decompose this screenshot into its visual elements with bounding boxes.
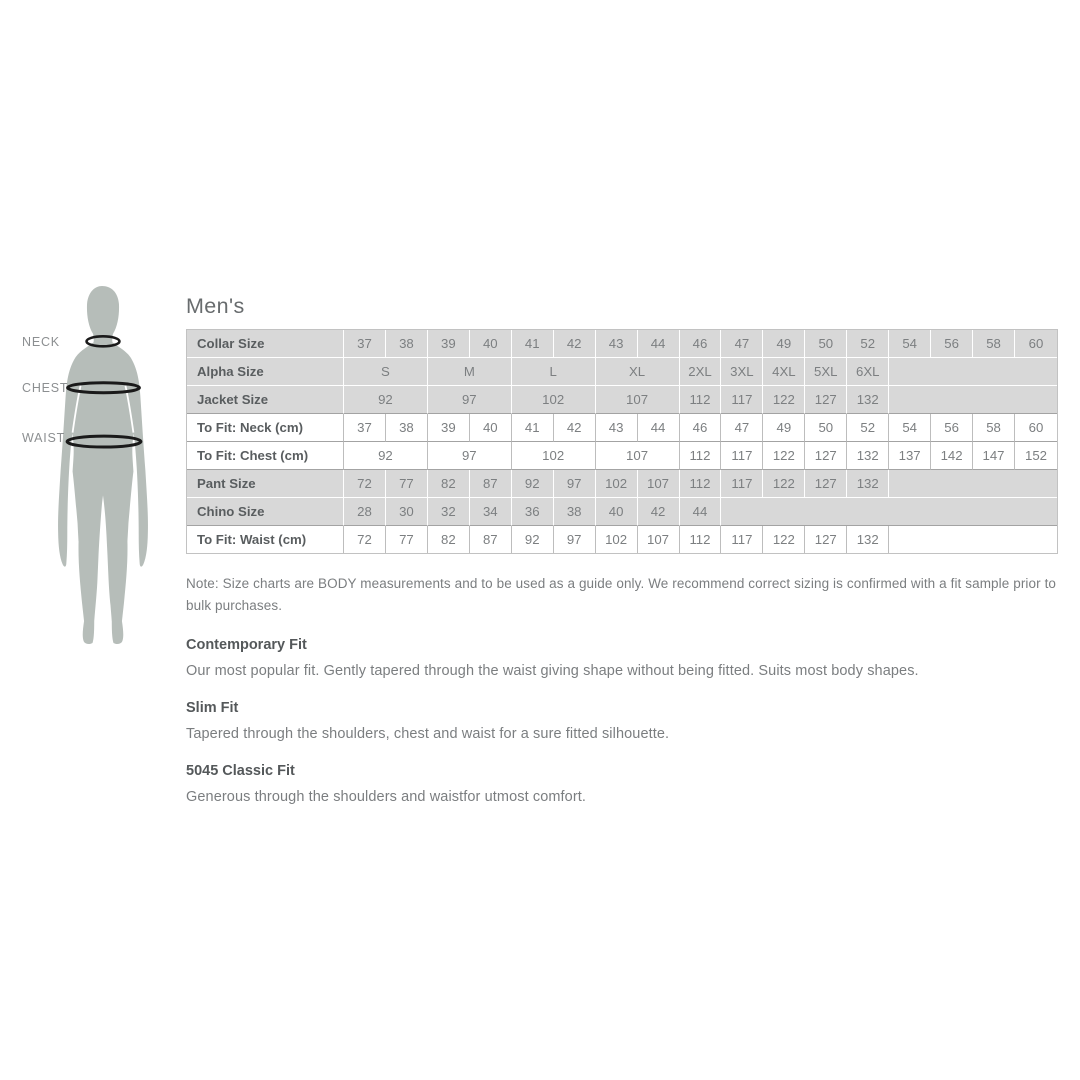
size-value-cell: 112 — [680, 386, 722, 414]
size-value-cell: 38 — [554, 498, 596, 526]
size-value-cell: 46 — [680, 330, 722, 358]
size-value-cell: 107 — [596, 442, 680, 470]
size-value-cell: 3XL — [721, 358, 763, 386]
row-label-cell: Collar Size — [187, 330, 344, 358]
size-value-cell: 4XL — [763, 358, 805, 386]
row-label-cell: To Fit: Neck (cm) — [187, 414, 344, 442]
size-value-cell: 102 — [596, 470, 638, 498]
male-silhouette-illustration — [53, 284, 153, 648]
size-value-cell: 5XL — [805, 358, 847, 386]
size-value-cell: 77 — [386, 526, 428, 553]
size-value-cell: 52 — [847, 330, 889, 358]
size-value-cell: 147 — [973, 442, 1015, 470]
size-value-cell: 127 — [805, 470, 847, 498]
size-value-cell: 49 — [763, 414, 805, 442]
table-row — [187, 414, 1057, 442]
size-value-cell: M — [428, 358, 512, 386]
size-value-cell: 82 — [428, 526, 470, 553]
size-value-cell: 37 — [344, 330, 386, 358]
size-value-cell: 6XL — [847, 358, 889, 386]
size-guide-content — [186, 294, 1058, 805]
size-value-cell: 122 — [763, 442, 805, 470]
size-value-cell: 92 — [512, 526, 554, 553]
size-value-cell: 117 — [721, 386, 763, 414]
size-value-cell: 137 — [889, 442, 931, 470]
table-row — [187, 386, 1057, 414]
size-value-cell: 112 — [680, 526, 722, 553]
table-row — [187, 330, 1057, 358]
size-value-cell: 117 — [721, 470, 763, 498]
size-value-cell: 117 — [721, 526, 763, 553]
fit-description: Tapered through the shoulders, chest and waist for a sure fitted silhouette. — [186, 726, 670, 742]
size-value-cell: 56 — [931, 330, 973, 358]
size-value-cell: 46 — [680, 414, 722, 442]
size-value-cell: 87 — [470, 526, 512, 553]
size-value-cell: 50 — [805, 414, 847, 442]
table-row — [187, 358, 1057, 386]
size-value-cell: 127 — [805, 526, 847, 553]
size-value-cell: 97 — [428, 442, 512, 470]
size-value-cell: 132 — [847, 442, 889, 470]
size-value-cell: 40 — [596, 498, 638, 526]
size-value-cell: 132 — [847, 526, 889, 553]
size-value-cell: 127 — [805, 386, 847, 414]
size-value-cell: S — [344, 358, 428, 386]
size-value-cell: 112 — [680, 442, 722, 470]
row-label-cell: To Fit: Waist (cm) — [187, 526, 344, 553]
size-value-cell: 60 — [1015, 414, 1057, 442]
size-value-cell: 50 — [805, 330, 847, 358]
size-value-cell: 42 — [554, 414, 596, 442]
size-value-cell: 43 — [596, 414, 638, 442]
size-value-cell: 72 — [344, 470, 386, 498]
fit-description: Generous through the shoulders and waistfor utmost comfort. — [186, 789, 587, 805]
page-title: Men's — [186, 294, 245, 318]
neck-label: NECK — [22, 335, 60, 349]
size-chart-note: Note: Size charts are BODY measurements and to be used as a guide only. We recommend correct sizing is confirmed with a fit sample prior to bulk purchases. — [186, 576, 1057, 613]
table-row — [187, 498, 1057, 526]
size-value-cell: 49 — [763, 330, 805, 358]
empty-cell — [721, 498, 1057, 526]
size-value-cell: 2XL — [680, 358, 722, 386]
size-value-cell: 112 — [680, 470, 722, 498]
size-value-cell: 152 — [1015, 442, 1057, 470]
size-value-cell: 54 — [889, 414, 931, 442]
size-value-cell: 44 — [680, 498, 722, 526]
size-value-cell: 142 — [931, 442, 973, 470]
size-value-cell: 40 — [470, 330, 512, 358]
fit-section-classic — [186, 763, 1058, 805]
row-label-cell: Pant Size — [187, 470, 344, 498]
empty-cell — [889, 526, 1057, 553]
size-value-cell: 92 — [344, 442, 428, 470]
size-value-cell: 92 — [344, 386, 428, 414]
size-value-cell: 32 — [428, 498, 470, 526]
size-value-cell: 87 — [470, 470, 512, 498]
row-label-cell: To Fit: Chest (cm) — [187, 442, 344, 470]
fit-description: Our most popular fit. Gently tapered through the waist giving shape without being fitted. Suits most body shapes. — [186, 663, 919, 679]
row-label-cell: Alpha Size — [187, 358, 344, 386]
size-value-cell: 102 — [596, 526, 638, 553]
fit-section-slim — [186, 700, 1058, 742]
table-row — [187, 526, 1057, 553]
size-value-cell: 97 — [428, 386, 512, 414]
waist-label: WAIST — [22, 431, 66, 445]
size-value-cell: 132 — [847, 470, 889, 498]
size-value-cell: 30 — [386, 498, 428, 526]
size-value-cell: 37 — [344, 414, 386, 442]
size-value-cell: 107 — [638, 470, 680, 498]
size-value-cell: 42 — [638, 498, 680, 526]
size-value-cell: 58 — [973, 330, 1015, 358]
size-value-cell: 92 — [512, 470, 554, 498]
size-value-cell: 39 — [428, 414, 470, 442]
size-value-cell: XL — [596, 358, 680, 386]
size-value-cell: 39 — [428, 330, 470, 358]
size-value-cell: 82 — [428, 470, 470, 498]
size-value-cell: 43 — [596, 330, 638, 358]
size-value-cell: 52 — [847, 414, 889, 442]
row-label-cell: Chino Size — [187, 498, 344, 526]
size-value-cell: 122 — [763, 386, 805, 414]
size-value-cell: 60 — [1015, 330, 1057, 358]
size-value-cell: 132 — [847, 386, 889, 414]
size-value-cell: 40 — [470, 414, 512, 442]
size-value-cell: 41 — [512, 414, 554, 442]
table-row — [187, 442, 1057, 470]
size-value-cell: 38 — [386, 414, 428, 442]
size-value-cell: 47 — [721, 414, 763, 442]
size-value-cell: 97 — [554, 526, 596, 553]
size-value-cell: 72 — [344, 526, 386, 553]
empty-cell — [889, 470, 1057, 498]
size-value-cell: 44 — [638, 414, 680, 442]
fit-heading: 5045 Classic Fit — [186, 763, 295, 779]
fit-heading: Contemporary Fit — [186, 637, 307, 653]
size-value-cell: 107 — [638, 526, 680, 553]
fit-heading: Slim Fit — [186, 700, 239, 716]
body-silhouette — [58, 286, 148, 644]
size-value-cell: 102 — [512, 386, 596, 414]
size-value-cell: 77 — [386, 470, 428, 498]
table-row — [187, 470, 1057, 498]
size-value-cell: 44 — [638, 330, 680, 358]
size-value-cell: 127 — [805, 442, 847, 470]
size-value-cell: 54 — [889, 330, 931, 358]
fit-section-contemporary — [186, 637, 1058, 679]
size-value-cell: L — [512, 358, 596, 386]
empty-cell — [889, 386, 1057, 414]
size-value-cell: 97 — [554, 470, 596, 498]
size-value-cell: 34 — [470, 498, 512, 526]
size-value-cell: 102 — [512, 442, 596, 470]
size-value-cell: 58 — [973, 414, 1015, 442]
size-value-cell: 38 — [386, 330, 428, 358]
size-value-cell: 56 — [931, 414, 973, 442]
body-measurement-figure — [0, 0, 186, 1080]
size-value-cell: 36 — [512, 498, 554, 526]
size-value-cell: 41 — [512, 330, 554, 358]
row-label-cell: Jacket Size — [187, 386, 344, 414]
size-value-cell: 122 — [763, 526, 805, 553]
chest-label: CHEST — [22, 381, 69, 395]
empty-cell — [889, 358, 1057, 386]
size-value-cell: 107 — [596, 386, 680, 414]
size-value-cell: 117 — [721, 442, 763, 470]
size-value-cell: 47 — [721, 330, 763, 358]
size-value-cell: 28 — [344, 498, 386, 526]
mens-size-chart-table — [186, 329, 1058, 554]
size-value-cell: 42 — [554, 330, 596, 358]
size-value-cell: 122 — [763, 470, 805, 498]
